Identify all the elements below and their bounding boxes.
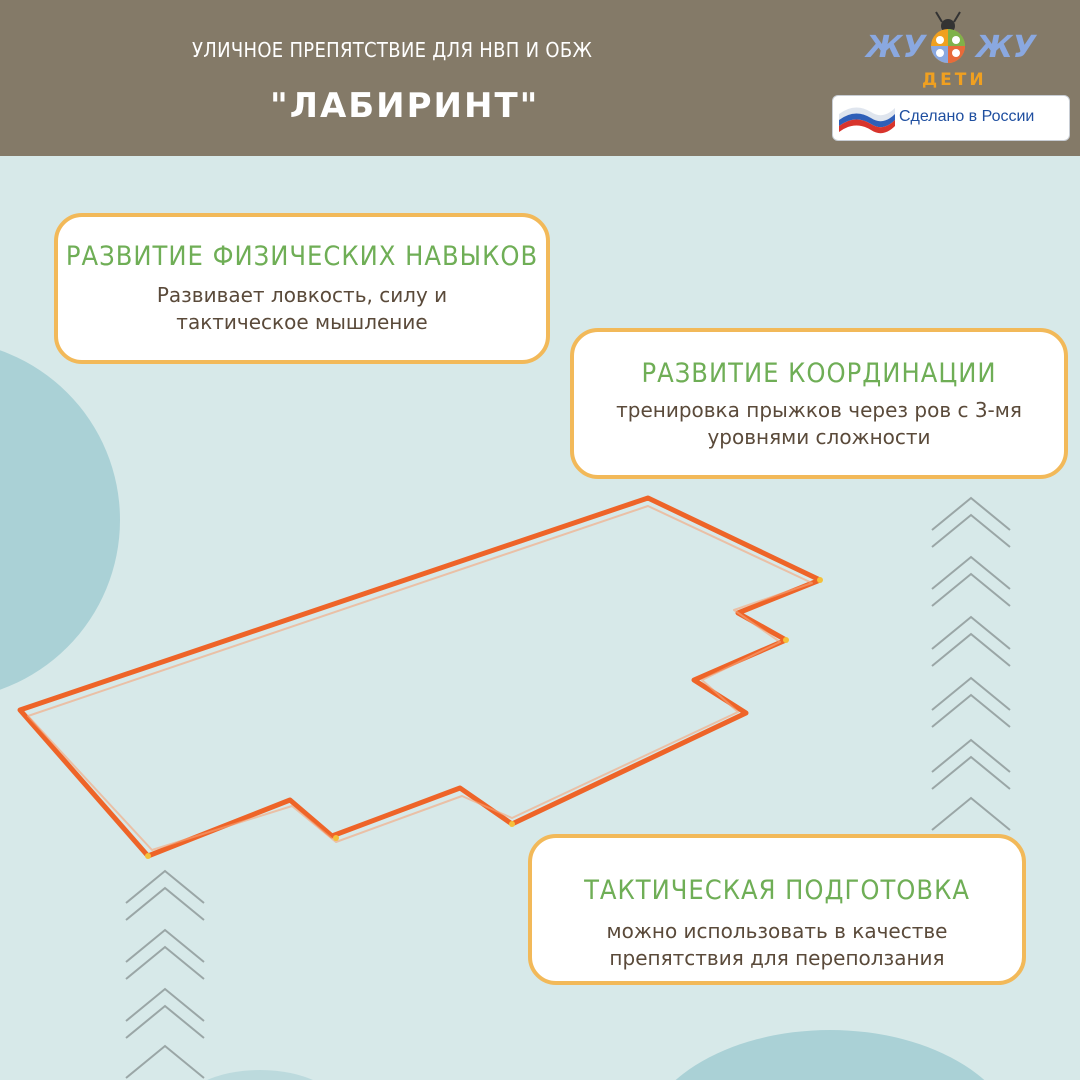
card-text-line: можно использовать в качестве [606, 919, 948, 943]
made-in-russia-badge [832, 95, 1070, 141]
brand-logo [860, 8, 1060, 96]
chevron-up-icon [932, 798, 1010, 830]
chevron-up-icon [932, 740, 1010, 789]
card-tactical-training [528, 834, 1026, 985]
badge-label: Сделано в России [899, 108, 1035, 125]
card-title: РАЗВИТИЕ ФИЗИЧЕСКИХ НАВЫКОВ [65, 241, 539, 272]
labyrinth-frame [20, 498, 823, 859]
card-text-line: тактическое мышление [176, 310, 428, 334]
decor-circle-bottom-left [180, 1070, 340, 1080]
logo-word-right: ЖУ [976, 30, 1036, 65]
card-text-line: уровнями сложности [707, 425, 931, 449]
chevron-up-icon [126, 989, 204, 1038]
card-title: ТАКТИЧЕСКАЯ ПОДГОТОВКА [584, 875, 970, 906]
russian-flag-wave-icon [837, 100, 897, 136]
chevron-stack-left [126, 871, 204, 1078]
card-text-line: Развивает ловкость, силу и [156, 283, 448, 307]
card-title: РАЗВИТИЕ КООРДИНАЦИИ [641, 358, 997, 389]
chevron-up-icon [126, 1046, 204, 1078]
card-text-line: тренировка прыжков через ров с 3-мя [616, 398, 1022, 422]
chevron-up-icon [126, 871, 204, 920]
decor-circle-left [0, 340, 120, 700]
chevron-up-icon [932, 617, 1010, 666]
chevron-up-icon [126, 930, 204, 979]
header-banner [0, 0, 1080, 156]
page-subtitle: УЛИЧНОЕ ПРЕПЯТСТВИЕ ДЛЯ НВП И ОБЖ [192, 38, 593, 62]
ladybug-icon [926, 8, 970, 68]
card-physical-skills [54, 213, 550, 364]
chevron-up-icon [932, 498, 1010, 547]
card-coordination [570, 328, 1068, 479]
chevron-stack-right [932, 498, 1010, 830]
chevron-up-icon [932, 557, 1010, 606]
card-text-line: препятствия для переползания [609, 946, 945, 970]
logo-kids-label: ДЕТИ [922, 70, 987, 90]
chevron-up-icon [932, 678, 1010, 727]
decor-circle-bottom [640, 1030, 1020, 1080]
logo-word-left: ЖУ [866, 30, 926, 65]
page-title: "ЛАБИРИНТ" [270, 86, 540, 126]
